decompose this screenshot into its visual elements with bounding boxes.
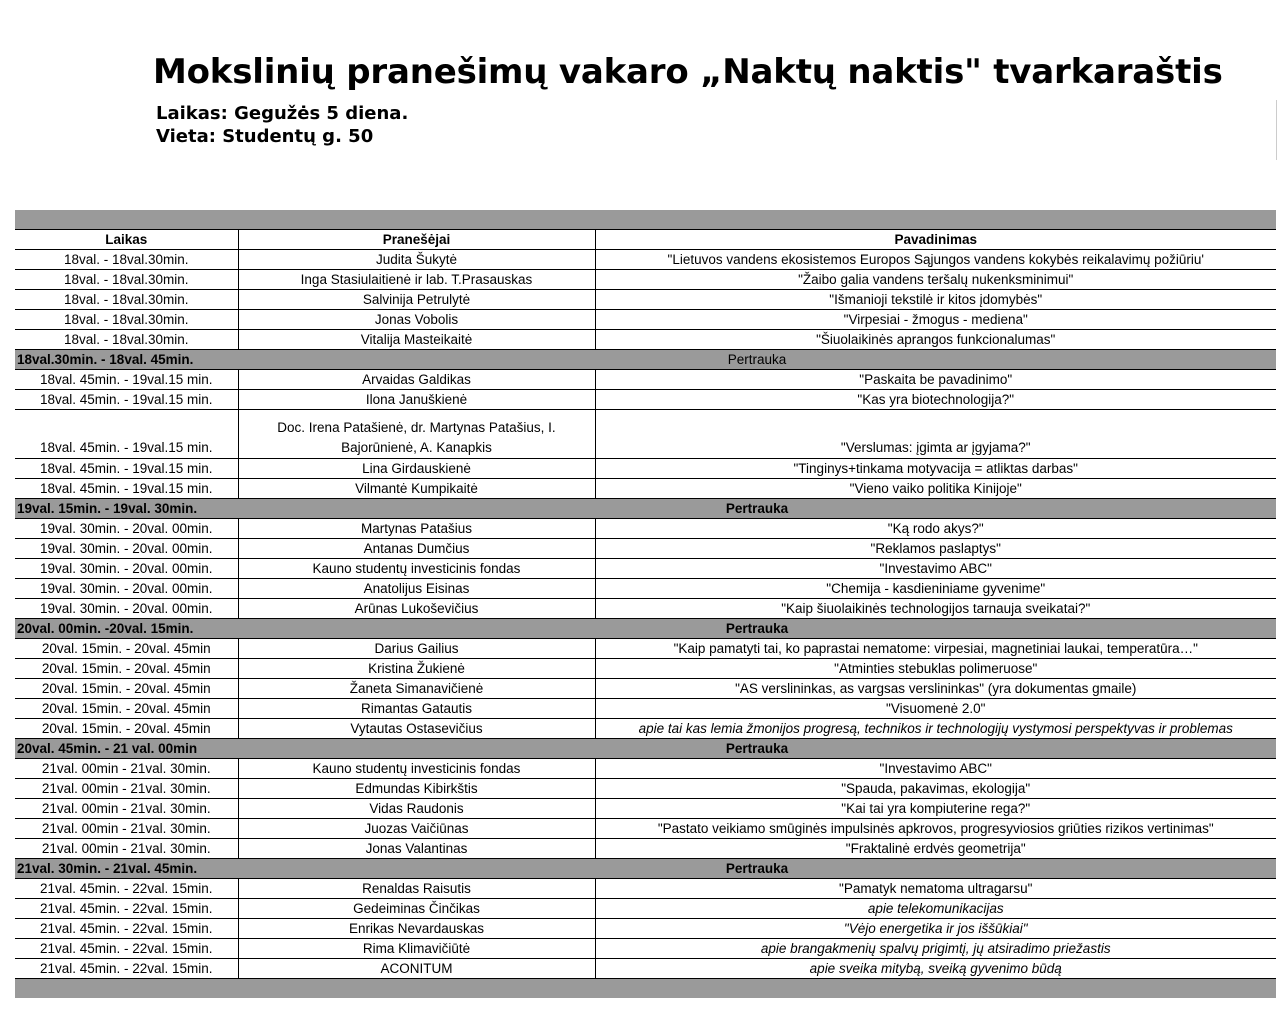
speaker-cell: Juozas Vaičiūnas: [238, 819, 595, 839]
speaker-cell: Lina Girdauskienė: [238, 459, 595, 479]
table-row: [15, 250, 1276, 270]
speaker-cell: Vytautas Ostasevičius: [238, 719, 595, 739]
table-row: [15, 410, 1276, 459]
break-label: Pertrauka: [238, 350, 1276, 370]
talk-title-cell: "Pastato veikiamo smūginės impulsinės apkrovos, progresyviosios griūties rizikos vertinimas": [595, 819, 1276, 839]
table-row: [15, 599, 1276, 619]
time-cell: 21val. 00min - 21val. 30min.: [15, 819, 238, 839]
talk-title-cell: apie brangakmenių spalvų prigimtį, jų atsiradimo priežastis: [595, 939, 1276, 959]
table-row: [15, 559, 1276, 579]
break-time: 20val. 45min. - 21 val. 00min: [15, 739, 238, 759]
talk-title-cell: apie sveika mitybą, sveiką gyvenimo būdą: [595, 959, 1276, 979]
table-row: [15, 679, 1276, 699]
talk-title-cell: "Atminties stebuklas polimeruose": [595, 659, 1276, 679]
break-label: Pertrauka: [238, 859, 1276, 879]
table-row: [15, 639, 1276, 659]
speaker-cell: Vidas Raudonis: [238, 799, 595, 819]
speaker-cell: Kauno studentų investicinis fondas: [238, 559, 595, 579]
break-time: 21val. 30min. - 21val. 45min.: [15, 859, 238, 879]
time-cell: 20val. 15min. - 20val. 45min: [15, 699, 238, 719]
table-row: [15, 759, 1276, 779]
table-row: [15, 539, 1276, 559]
page-title: Mokslinių pranešimų vakaro „Naktų naktis" tvarkaraštis: [153, 52, 1223, 92]
speaker-cell: Vitalija Masteikaitė: [238, 330, 595, 350]
talk-title-cell: "Chemija - kasdieniniame gyvenime": [595, 579, 1276, 599]
table-row: [15, 959, 1276, 979]
table-row: [15, 310, 1276, 330]
time-cell: 18val. - 18val.30min.: [15, 290, 238, 310]
talk-title-cell: "Kaip pamatyti tai, ko paprastai nematome: virpesiai, magnetiniai laukai, temperatūra…": [595, 639, 1276, 659]
talk-title-cell: "Paskaita be pavadinimo": [595, 370, 1276, 390]
table-row: [15, 579, 1276, 599]
event-location: Vieta: Studentų g. 50: [156, 126, 374, 147]
speaker-cell: Martynas Patašius: [238, 519, 595, 539]
time-cell: 18val. 45min. - 19val.15 min.: [15, 410, 238, 459]
time-cell: 19val. 30min. - 20val. 00min.: [15, 579, 238, 599]
table-row: [15, 459, 1276, 479]
speaker-cell: Kauno studentų investicinis fondas: [238, 759, 595, 779]
speaker-cell: Doc. Irena Patašienė, dr. Martynas Patašius, I. Bajorūnienė, A. Kanapkis: [238, 410, 595, 459]
speaker-cell: Renaldas Raisutis: [238, 879, 595, 899]
talk-title-cell: "Vėjo energetika ir jos iššūkiai": [595, 919, 1276, 939]
speaker-cell: Anatolijus Eisinas: [238, 579, 595, 599]
time-cell: 18val. - 18val.30min.: [15, 330, 238, 350]
page-edge-divider: [1276, 100, 1280, 160]
table-row: [15, 330, 1276, 350]
speaker-cell: Rima Klimavičiūtė: [238, 939, 595, 959]
speaker-cell: Žaneta Simanavičienė: [238, 679, 595, 699]
talk-title-cell: "Spauda, pakavimas, ekologija": [595, 779, 1276, 799]
speaker-cell: Gedeiminas Činčikas: [238, 899, 595, 919]
table-row: [15, 779, 1276, 799]
break-label: Pertrauka: [238, 739, 1276, 759]
talk-title-cell: "Kai tai yra kompiuterine rega?": [595, 799, 1276, 819]
talk-title-cell: "Šiuolaikinės aprangos funkcionalumas": [595, 330, 1276, 350]
speaker-cell: Enrikas Nevardauskas: [238, 919, 595, 939]
table-bottom-band: [15, 979, 1276, 998]
table-row: [15, 519, 1276, 539]
break-label: Pertrauka: [238, 619, 1276, 639]
table-row: [15, 879, 1276, 899]
talk-title-cell: "Investavimo ABC": [595, 759, 1276, 779]
time-cell: 20val. 15min. - 20val. 45min: [15, 679, 238, 699]
time-cell: 19val. 30min. - 20val. 00min.: [15, 599, 238, 619]
talk-title-cell: "Išmanioji tekstilė ir kitos įdomybės": [595, 290, 1276, 310]
table-header-row: [15, 230, 1276, 250]
table-row: [15, 939, 1276, 959]
talk-title-cell: "Virpesiai - žmogus - mediena": [595, 310, 1276, 330]
table-row: [15, 479, 1276, 499]
talk-title-cell: "Kaip šiuolaikinės technologijos tarnauja sveikatai?": [595, 599, 1276, 619]
time-cell: 19val. 30min. - 20val. 00min.: [15, 539, 238, 559]
talk-title-cell: "Pamatyk nematoma ultragarsu": [595, 879, 1276, 899]
table-row: [15, 659, 1276, 679]
talk-title-cell: "Ką rodo akys?": [595, 519, 1276, 539]
talk-title-cell: "Reklamos paslaptys": [595, 539, 1276, 559]
talk-title-cell: "Investavimo ABC": [595, 559, 1276, 579]
table-row: [15, 270, 1276, 290]
time-cell: 20val. 15min. - 20val. 45min: [15, 659, 238, 679]
speaker-cell: Antanas Dumčius: [238, 539, 595, 559]
speaker-cell: Rimantas Gatautis: [238, 699, 595, 719]
talk-title-cell: "Verslumas: įgimta ar įgyjama?": [595, 410, 1276, 459]
table-row: [15, 839, 1276, 859]
break-time: 19val. 15min. - 19val. 30min.: [15, 499, 238, 519]
talk-title-cell: "Kas yra biotechnologija?": [595, 390, 1276, 410]
speaker-cell: Jonas Valantinas: [238, 839, 595, 859]
table-row: [15, 799, 1276, 819]
time-cell: 19val. 30min. - 20val. 00min.: [15, 519, 238, 539]
break-time: 20val. 00min. -20val. 15min.: [15, 619, 238, 639]
speaker-cell: Jonas Vobolis: [238, 310, 595, 330]
speaker-cell: Vilmantė Kumpikaitė: [238, 479, 595, 499]
time-cell: 18val. 45min. - 19val.15 min.: [15, 390, 238, 410]
break-row: [15, 499, 1276, 519]
time-cell: 18val. - 18val.30min.: [15, 250, 238, 270]
speaker-cell: Edmundas Kibirkštis: [238, 779, 595, 799]
talk-title-cell: "Žaibo galia vandens teršalų nukenksminimui": [595, 270, 1276, 290]
time-cell: 21val. 00min - 21val. 30min.: [15, 779, 238, 799]
time-cell: 21val. 00min - 21val. 30min.: [15, 839, 238, 859]
time-cell: 21val. 45min. - 22val. 15min.: [15, 959, 238, 979]
time-cell: 21val. 45min. - 22val. 15min.: [15, 919, 238, 939]
break-label: Pertrauka: [238, 499, 1276, 519]
break-row: [15, 619, 1276, 639]
talk-title-cell: "Lietuvos vandens ekosistemos Europos Sąjungos vandens kokybės reikalavimų požiūriu': [595, 250, 1276, 270]
talk-title-cell: "Vieno vaiko politika Kinijoje": [595, 479, 1276, 499]
talk-title-cell: "Visuomenė 2.0": [595, 699, 1276, 719]
time-cell: 21val. 45min. - 22val. 15min.: [15, 939, 238, 959]
talk-title-cell: "Fraktalinė erdvės geometrija": [595, 839, 1276, 859]
speaker-cell: Salvinija Petrulytė: [238, 290, 595, 310]
break-row: [15, 350, 1276, 370]
talk-title-cell: "AS verslininkas, as vargsas verslininkas" (yra dokumentas gmaile): [595, 679, 1276, 699]
table-row: [15, 919, 1276, 939]
table-row: [15, 370, 1276, 390]
speaker-cell: Judita Šukytė: [238, 250, 595, 270]
time-cell: 18val. - 18val.30min.: [15, 310, 238, 330]
table-row: [15, 719, 1276, 739]
speaker-cell: Ilona Januškienė: [238, 390, 595, 410]
break-row: [15, 859, 1276, 879]
event-date: Laikas: Gegužės 5 diena.: [156, 103, 409, 124]
column-header-title: Pavadinimas: [595, 230, 1276, 250]
table-row: [15, 699, 1276, 719]
break-time: 18val.30min. - 18val. 45min.: [15, 350, 238, 370]
time-cell: 21val. 45min. - 22val. 15min.: [15, 899, 238, 919]
speaker-cell: Arvaidas Galdikas: [238, 370, 595, 390]
speaker-cell: Inga Stasiulaitienė ir lab. T.Prasauskas: [238, 270, 595, 290]
table-row: [15, 290, 1276, 310]
schedule-table: [15, 210, 1276, 998]
table-top-band: [15, 210, 1276, 229]
break-row: [15, 739, 1276, 759]
speaker-cell: ACONITUM: [238, 959, 595, 979]
talk-title-cell: apie telekomunikacijas: [595, 899, 1276, 919]
time-cell: 18val. 45min. - 19val.15 min.: [15, 479, 238, 499]
speaker-cell: Kristina Žukienė: [238, 659, 595, 679]
table-row: [15, 390, 1276, 410]
talk-title-cell: apie tai kas lemia žmonijos progresą, technikos ir technologijų vystymosi perspektyvas ir problemas: [595, 719, 1276, 739]
speaker-cell: Darius Gailius: [238, 639, 595, 659]
time-cell: 18val. 45min. - 19val.15 min.: [15, 370, 238, 390]
talk-title-cell: "Tinginys+tinkama motyvacija = atliktas darbas": [595, 459, 1276, 479]
time-cell: 19val. 30min. - 20val. 00min.: [15, 559, 238, 579]
column-header-time: Laikas: [15, 230, 238, 250]
time-cell: 21val. 00min - 21val. 30min.: [15, 799, 238, 819]
time-cell: 20val. 15min. - 20val. 45min: [15, 639, 238, 659]
time-cell: 18val. - 18val.30min.: [15, 270, 238, 290]
time-cell: 21val. 00min - 21val. 30min.: [15, 759, 238, 779]
time-cell: 20val. 15min. - 20val. 45min: [15, 719, 238, 739]
column-header-speakers: Pranešėjai: [238, 230, 595, 250]
time-cell: 21val. 45min. - 22val. 15min.: [15, 879, 238, 899]
time-cell: 18val. 45min. - 19val.15 min.: [15, 459, 238, 479]
table-row: [15, 899, 1276, 919]
table-row: [15, 819, 1276, 839]
speaker-cell: Arūnas Lukoševičius: [238, 599, 595, 619]
